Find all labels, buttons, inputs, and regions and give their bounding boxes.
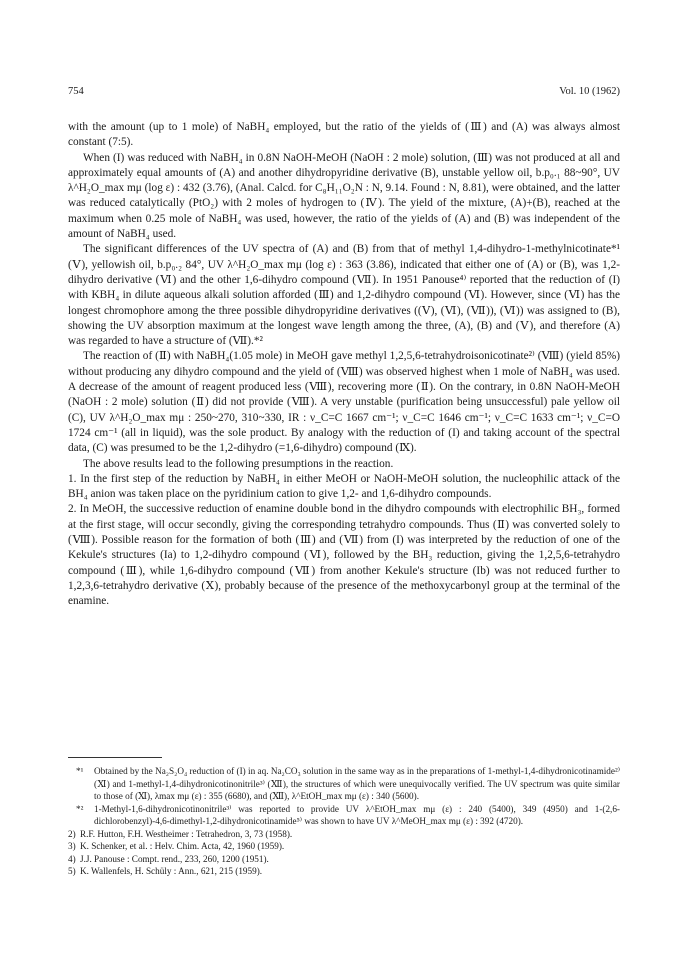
- reference-mark: 4): [68, 853, 76, 864]
- paragraph-4: The reaction of (Ⅱ) with NaBH₄(1.05 mole) in MeOH gave methyl 1,2,5,6-tetrahydroisonicotinate²⁾ (Ⅷ) (yield 85%) without producing any dihydro compound and the yield of (Ⅷ) was observed highest when 1 mole of NaBH₄ was used. A decrease of the amount of reagent produced less (Ⅷ), recovering more (Ⅱ). On the contrary, in 0.8N NaOH-MeOH (NaOH : 2 mole) solution (Ⅱ) did not provide (Ⅷ). A very unstable (purification being unsuccessful) pale yellow oil (C), UV λ^H₂O_max mμ : 250~270, 310~330, IR : ν_C=C 1667 cm⁻¹; ν_C=C 1646 cm⁻¹; ν_C=C 1633 cm⁻¹; ν_C=O 1724 cm⁻¹ (all in liquid), was the sole product. By analogy with the reduction of (I) and taking account of the spectral data, (C) was presumed to be the 1,2-dihydro (=1,6-dihydro) compound (Ⅸ).: [68, 350, 620, 455]
- paragraph-3: The significant differences of the UV spectra of (A) and (B) from that of methyl 1,4-dihydro-1-methylnicotinate*¹ (Ⅴ), yellowish oil, b.p₀.₂ 84°, UV λ^H₂O_max mμ (log ε) : 363 (3.86), indicated that either one of (A) or (B), was 1,2-dihydro derivative (Ⅵ) and the other 1,6-dihydro compound (Ⅶ). In 1951 Panouse⁴⁾ reported that the reduction of (I) with KBH₄ in dilute aqueous alkali solution afforded (Ⅲ) and 1,2-dihydro compound (Ⅵ). However, since (Ⅵ) has the longest chromophore among the three possible dihydropyridine derivatives ((Ⅴ), (Ⅵ), (Ⅶ)), (Ⅵ)) was assigned to (B), showing the UV absorption maximum at the longest wave length among the three, (A), (B) and (Ⅴ), and therefore (A) was regarded to have a structure of (Ⅶ).*²: [68, 243, 620, 348]
- reference-mark: 2): [68, 828, 76, 839]
- page-number: 754: [68, 86, 84, 97]
- reference-5: [68, 865, 620, 878]
- reference-text: J.J. Panouse : Compt. rend., 233, 260, 1200 (1951).: [80, 853, 269, 864]
- footnotes: [68, 765, 620, 878]
- paragraph-1: with the amount (up to 1 mole) of NaBH₄ employed, but the ratio of the yields of (Ⅲ) and (A) was always almost constant (7:5).: [68, 121, 620, 149]
- footnote-1: [68, 765, 620, 803]
- footnote-rule: [68, 757, 162, 758]
- reference-text: K. Wallenfels, H. Schüly : Ann., 621, 215 (1959).: [80, 866, 263, 876]
- reference-3: [68, 840, 620, 853]
- reference-mark: 5): [68, 866, 76, 876]
- reference-text: R.F. Hutton, F.H. Westheimer : Tetrahedron, 3, 73 (1958).: [80, 828, 293, 839]
- presumption-2: 2. In MeOH, the successive reduction of enamine double bond in the dihydro compounds with electrophilic BH₃, formed at the first stage, will occur secondly, giving the corresponding tetrahydro compounds. Thus (Ⅱ) was converted solely to (Ⅷ). Possible reason for the formation of both (Ⅲ) and (Ⅶ) from (I) was interpreted by the reduction of one of the Kekule's structures (Ia) to 1,2-dihydro compound (Ⅵ), followed by the BH₃ reduction, giving the 1,2,5,6-tetrahydro compound (Ⅲ), while 1,6-dihydro compound (Ⅶ) from another Kekule's structure (Ib) was not reduced further to 1,2,3,6-tetrahydro derivative (Ⅹ), probably because of the presence of the methoxycarbonyl group at the terminal of the enamine.: [68, 503, 620, 608]
- reference-4: [68, 853, 620, 866]
- reference-2: [68, 828, 620, 841]
- volume-label: Vol. 10 (1962): [559, 86, 620, 97]
- reference-text: K. Schenker, et al. : Helv. Chim. Acta, 42, 1960 (1959).: [80, 841, 285, 851]
- reference-mark: 3): [68, 841, 76, 851]
- footnote-mark: *¹: [76, 766, 84, 776]
- footnote-2: [68, 803, 620, 828]
- running-header: [68, 86, 620, 100]
- paragraph-2: When (I) was reduced with NaBH₄ in 0.8N NaOH-MeOH (NaOH : 2 mole) solution, (Ⅲ) was not produced at all and approximately equal amounts of (A) and another dihydropyridine derivative (B), unstable yellow oil, b.p₀.₁ 88~90°, UV λ^H₂O_max mμ (log ε) : 432 (3.76), (Anal. Calcd. for C₈H₁₁O₂N : N, 9.14. Found : N, 8.81), were obtained, and the latter was reduced catalytically (PtO₂) with 2 moles of hydrogen to (Ⅳ). The yield of the mixture, (A)+(B), reached at the maximum when 0.25 mole of NaBH₄ was used, however, the ratio of the yields of (A) and (B) was independent of the amount of NaBH₄ used.: [68, 151, 620, 241]
- presumption-1: 1. In the first step of the reduction by NaBH₄ in either MeOH or NaOH-MeOH solution, the nucleophilic attack of the BH₄ anion was taken place on the pyridinium cation to give 1,2- and 1,6-dihydro compounds.: [68, 472, 620, 501]
- main-text: [68, 120, 620, 610]
- paragraph-5: The above results lead to the following presumptions in the reaction.: [83, 457, 394, 470]
- footnote-mark: *²: [76, 803, 84, 814]
- footnote-text: 1-Methyl-1,6-dihydronicotinonitrile³⁾ was reported to provide UV λ^EtOH_max mμ (ε) : 240 (5400), 349 (4950) and 1-(2,6-dichlorobenzyl)-4,6-dimethyl-1,2-dihydronicotinamide⁵⁾ was shown to have UV λ^MeOH_max mμ (ε) : 392 (4720).: [94, 803, 620, 826]
- footnote-text: Obtained by the Na₂S₂O₄ reduction of (I) in aq. Na₂CO₃ solution in the same way as in the preparations of 1-methyl-1,4-dihydronicotinamide²⁾ (Ⅺ) and 1-methyl-1,4-dihydronicotinonitrile³⁾ (Ⅻ), the structures of which were unequivocally verified. The UV spectrum was quite similar to those of (Ⅺ), λmax mμ (ε) : 355 (6680), and (Ⅻ), λ^EtOH_max mμ (ε) : 340 (5600).: [94, 766, 620, 801]
